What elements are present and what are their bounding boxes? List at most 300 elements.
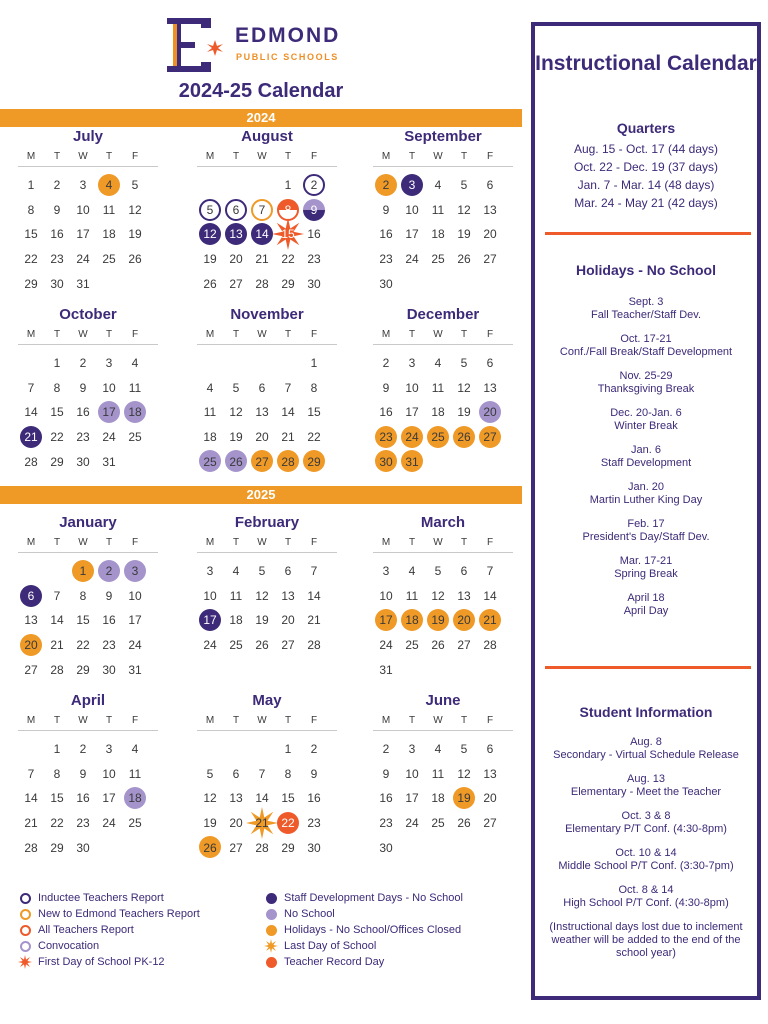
info-item xyxy=(535,592,757,618)
calendar-day xyxy=(373,559,399,584)
day-number: 8 xyxy=(53,766,61,781)
legend-item xyxy=(264,906,463,922)
day-number: 26 xyxy=(457,430,471,445)
calendar-day xyxy=(275,633,301,658)
weekday-label: M xyxy=(381,715,391,726)
holidays-list xyxy=(535,296,757,629)
day-number: 11 xyxy=(229,588,243,603)
legend-item xyxy=(264,890,463,906)
calendar-day xyxy=(197,584,223,609)
calendar-day xyxy=(96,351,122,376)
info-date: Nov. 25-29 xyxy=(619,370,673,382)
day-number: 19 xyxy=(203,252,217,267)
weekday-label: F xyxy=(131,715,139,726)
day-number: 16 xyxy=(379,227,393,242)
day-number: 18 xyxy=(431,405,445,420)
day-number: 28 xyxy=(307,638,321,653)
day-number: 13 xyxy=(255,405,269,420)
days-grid xyxy=(197,173,337,296)
calendar-day xyxy=(373,811,399,836)
day-number: 19 xyxy=(128,227,142,242)
day-number: 9 xyxy=(79,380,87,395)
day-number: 6 xyxy=(486,178,494,193)
info-desc: Secondary - Virtual Schedule Release xyxy=(553,749,739,761)
weekday-label: W xyxy=(433,329,443,340)
calendar-day xyxy=(301,559,327,584)
calendar-day xyxy=(301,762,327,787)
day-number: 4 xyxy=(131,356,139,371)
weekday-label: T xyxy=(284,715,292,726)
weekday-label: M xyxy=(205,715,215,726)
calendar-day xyxy=(44,351,70,376)
calendar-day xyxy=(223,584,249,609)
calendar-day xyxy=(425,737,451,762)
day-number: 30 xyxy=(76,454,90,469)
month-april xyxy=(18,692,158,860)
day-number: 31 xyxy=(379,662,393,677)
day-number: 3 xyxy=(206,564,214,579)
month-title: April xyxy=(70,692,106,709)
calendar-day xyxy=(301,633,327,658)
legend-item xyxy=(18,938,200,954)
quarter-range: Aug. 15 - Oct. 17 (44 days) xyxy=(573,142,719,156)
day-number: 24 xyxy=(405,430,419,445)
calendar-day xyxy=(477,633,503,658)
instructional-panel xyxy=(531,22,761,1000)
calendar-day xyxy=(44,633,70,658)
legend-right xyxy=(264,890,463,970)
weekday-label: W xyxy=(433,537,443,548)
weekday-label: M xyxy=(26,151,36,162)
calendar-day xyxy=(18,657,44,682)
day-number: 31 xyxy=(405,454,419,469)
day-number: 24 xyxy=(76,252,90,267)
day-number: 9 xyxy=(382,202,390,217)
legend-label: Convocation xyxy=(38,940,100,952)
legend-ring-orange-icon xyxy=(18,907,32,921)
weekday-label: M xyxy=(26,715,36,726)
day-number: 5 xyxy=(232,380,240,395)
calendar-day xyxy=(18,584,44,609)
day-number: 25 xyxy=(229,638,243,653)
day-number: 5 xyxy=(460,742,468,757)
calendar-day xyxy=(18,376,44,401)
day-number: 4 xyxy=(105,178,113,193)
legend-label: First Day of School PK-12 xyxy=(38,956,165,968)
day-number: 19 xyxy=(457,791,471,806)
day-number: 16 xyxy=(307,791,321,806)
calendar-day xyxy=(96,762,122,787)
calendar-day xyxy=(44,247,70,272)
day-number: 1 xyxy=(310,356,318,371)
day-number: 23 xyxy=(76,430,90,445)
calendar-day xyxy=(451,633,477,658)
info-item xyxy=(535,847,757,873)
month-title: February xyxy=(234,514,300,531)
info-item xyxy=(535,810,757,836)
day-number: 11 xyxy=(431,202,445,217)
day-number: 3 xyxy=(131,564,139,579)
calendar-day xyxy=(70,737,96,762)
day-number: 14 xyxy=(255,227,269,242)
calendar-day xyxy=(451,247,477,272)
weekday-label: M xyxy=(381,151,391,162)
calendar-day xyxy=(44,449,70,474)
calendar-day xyxy=(425,247,451,272)
calendar-day xyxy=(96,584,122,609)
day-number: 18 xyxy=(229,613,243,628)
weekday-label: T xyxy=(232,151,240,162)
day-number: 17 xyxy=(102,791,116,806)
weekday-label: T xyxy=(408,151,416,162)
calendar-day xyxy=(70,376,96,401)
day-number: 20 xyxy=(229,252,243,267)
calendar-day xyxy=(18,425,44,450)
calendar-day xyxy=(275,559,301,584)
weekday-label: F xyxy=(486,329,494,340)
day-number: 5 xyxy=(460,356,468,371)
day-number: 25 xyxy=(431,430,445,445)
calendar-day xyxy=(96,559,122,584)
calendar-day xyxy=(18,608,44,633)
day-number: 7 xyxy=(258,766,266,781)
calendar-day xyxy=(399,737,425,762)
weekday-label: T xyxy=(232,329,240,340)
day-number: 6 xyxy=(258,380,266,395)
day-number: 7 xyxy=(486,564,494,579)
day-number: 15 xyxy=(76,613,90,628)
empty-cell xyxy=(223,351,249,376)
calendar-day xyxy=(249,811,275,836)
weekday-label: F xyxy=(310,715,318,726)
info-desc: Thanksgiving Break xyxy=(597,383,695,395)
calendar-day xyxy=(122,737,148,762)
info-date: Dec. 20-Jan. 6 xyxy=(610,407,682,419)
legend-item xyxy=(264,938,463,954)
calendar-day xyxy=(373,584,399,609)
info-item xyxy=(535,736,757,762)
weekday-header xyxy=(373,150,513,167)
day-number: 23 xyxy=(102,638,116,653)
day-number: 25 xyxy=(431,252,445,267)
day-number: 7 xyxy=(53,588,61,603)
info-date: Jan. 20 xyxy=(627,481,665,493)
weekday-label: T xyxy=(460,329,468,340)
day-number: 15 xyxy=(50,791,64,806)
day-number: 11 xyxy=(431,766,445,781)
days-grid xyxy=(197,737,337,860)
info-item xyxy=(535,921,757,960)
month-february xyxy=(197,514,337,657)
weekday-label: F xyxy=(131,329,139,340)
day-number: 17 xyxy=(379,613,393,628)
calendar-day xyxy=(44,762,70,787)
day-number: 24 xyxy=(102,816,116,831)
day-number: 21 xyxy=(24,430,38,445)
calendar-day xyxy=(96,449,122,474)
day-number: 25 xyxy=(128,430,142,445)
day-number: 24 xyxy=(203,638,217,653)
day-number: 22 xyxy=(50,430,64,445)
calendar-day xyxy=(96,173,122,198)
weekday-header xyxy=(197,714,337,731)
calendar-day xyxy=(249,425,275,450)
month-january xyxy=(18,514,158,682)
day-number: 23 xyxy=(307,252,321,267)
calendar-day xyxy=(399,351,425,376)
calendar-day xyxy=(301,173,327,198)
calendar-day xyxy=(122,559,148,584)
calendar-day xyxy=(122,247,148,272)
calendar-day xyxy=(223,608,249,633)
calendar-day xyxy=(301,376,327,401)
calendar-day xyxy=(197,271,223,296)
legend-label: Last Day of School xyxy=(284,940,377,952)
panel-title: Instructional Calendar xyxy=(535,52,757,75)
day-number: 6 xyxy=(486,356,494,371)
day-number: 23 xyxy=(50,252,64,267)
weekday-label: F xyxy=(310,329,318,340)
day-number: 2 xyxy=(79,742,87,757)
legend-item xyxy=(18,890,200,906)
day-number: 22 xyxy=(281,252,295,267)
info-desc: Elementary - Meet the Teacher xyxy=(570,786,722,798)
weekday-label: W xyxy=(78,537,88,548)
day-number: 18 xyxy=(405,613,419,628)
calendar-day xyxy=(70,657,96,682)
day-number: 26 xyxy=(203,840,217,855)
calendar-day xyxy=(44,584,70,609)
calendar-day xyxy=(18,173,44,198)
weekday-label: M xyxy=(26,537,36,548)
days-grid xyxy=(373,559,513,682)
weekday-label: W xyxy=(433,151,443,162)
day-number: 20 xyxy=(281,613,295,628)
day-number: 17 xyxy=(405,791,419,806)
calendar-day xyxy=(275,376,301,401)
calendar-day xyxy=(96,376,122,401)
info-item xyxy=(535,481,757,507)
weekday-header xyxy=(18,536,158,553)
day-number: 17 xyxy=(76,227,90,242)
legend-lav-icon xyxy=(264,907,278,921)
day-number: 3 xyxy=(408,178,416,193)
day-number: 10 xyxy=(405,380,419,395)
day-number: 12 xyxy=(457,202,471,217)
calendar-day xyxy=(275,222,301,247)
day-number: 13 xyxy=(229,791,243,806)
calendar-day xyxy=(373,449,399,474)
calendar-day xyxy=(477,376,503,401)
day-number: 17 xyxy=(405,405,419,420)
day-number: 30 xyxy=(76,840,90,855)
calendar-day xyxy=(70,762,96,787)
weekday-header xyxy=(373,328,513,345)
calendar-day xyxy=(249,449,275,474)
legend-orange-icon xyxy=(264,923,278,937)
calendar-day xyxy=(197,835,223,860)
info-item xyxy=(535,773,757,799)
day-number: 26 xyxy=(128,252,142,267)
month-december xyxy=(373,306,513,474)
calendar-day xyxy=(399,247,425,272)
calendar-day xyxy=(425,584,451,609)
day-number: 6 xyxy=(232,202,240,217)
calendar-day xyxy=(122,657,148,682)
day-number: 12 xyxy=(203,227,217,242)
info-desc: Staff Development xyxy=(600,457,692,469)
empty-cell xyxy=(44,559,70,584)
day-number: 21 xyxy=(307,613,321,628)
calendar-day xyxy=(451,198,477,223)
day-number: 4 xyxy=(232,564,240,579)
day-number: 11 xyxy=(431,380,445,395)
day-number: 14 xyxy=(24,791,38,806)
calendar-day xyxy=(18,198,44,223)
weekday-label: W xyxy=(257,151,267,162)
info-item xyxy=(535,518,757,544)
calendar-day xyxy=(275,762,301,787)
day-number: 19 xyxy=(457,405,471,420)
day-number: 4 xyxy=(206,380,214,395)
weekday-header xyxy=(197,536,337,553)
calendar-day xyxy=(249,559,275,584)
day-number: 31 xyxy=(102,454,116,469)
day-number: 12 xyxy=(229,405,243,420)
calendar-day xyxy=(122,173,148,198)
day-number: 16 xyxy=(379,791,393,806)
day-number: 26 xyxy=(431,638,445,653)
day-number: 7 xyxy=(258,202,266,217)
calendar-day xyxy=(70,608,96,633)
calendar-day xyxy=(477,247,503,272)
month-title: September xyxy=(404,128,482,145)
day-number: 29 xyxy=(281,840,295,855)
day-number: 1 xyxy=(284,742,292,757)
calendar-day xyxy=(70,247,96,272)
month-title: December xyxy=(406,306,480,323)
calendar-day xyxy=(70,633,96,658)
logo-name: EDMOND xyxy=(235,24,341,47)
day-number: 8 xyxy=(53,380,61,395)
day-number: 11 xyxy=(102,202,116,217)
month-july xyxy=(18,128,158,296)
calendar-day xyxy=(223,762,249,787)
weekday-label: T xyxy=(460,715,468,726)
day-number: 26 xyxy=(229,454,243,469)
calendar-day xyxy=(44,400,70,425)
weekday-header xyxy=(197,150,337,167)
calendar-day xyxy=(18,449,44,474)
day-number: 15 xyxy=(307,405,321,420)
calendar-day xyxy=(373,271,399,296)
day-number: 14 xyxy=(281,405,295,420)
day-number: 20 xyxy=(229,816,243,831)
day-number: 7 xyxy=(27,766,35,781)
calendar-day xyxy=(373,633,399,658)
calendar-day xyxy=(96,400,122,425)
info-date: Oct. 10 & 14 xyxy=(615,847,677,859)
legend-label: Inductee Teachers Report xyxy=(38,892,164,904)
day-number: 28 xyxy=(483,638,497,653)
day-number: 25 xyxy=(431,816,445,831)
day-number: 5 xyxy=(206,766,214,781)
day-number: 18 xyxy=(128,405,142,420)
day-number: 4 xyxy=(408,564,416,579)
empty-cell xyxy=(249,737,275,762)
calendar-day xyxy=(223,198,249,223)
day-number: 6 xyxy=(232,766,240,781)
weekday-label: T xyxy=(284,329,292,340)
day-number: 17 xyxy=(203,613,217,628)
day-number: 28 xyxy=(50,662,64,677)
day-number: 30 xyxy=(379,840,393,855)
info-date: Mar. 17-21 xyxy=(619,555,673,567)
day-number: 23 xyxy=(76,816,90,831)
empty-cell xyxy=(18,351,44,376)
weekday-label: T xyxy=(105,151,113,162)
weekday-header xyxy=(373,536,513,553)
days-grid xyxy=(197,559,337,657)
weekday-header xyxy=(18,150,158,167)
quarter-range: Jan. 7 - Mar. 14 (48 days) xyxy=(577,178,715,192)
day-number: 31 xyxy=(128,662,142,677)
day-number: 25 xyxy=(128,816,142,831)
day-number: 3 xyxy=(408,356,416,371)
calendar-day xyxy=(122,400,148,425)
weekday-label: F xyxy=(310,537,318,548)
calendar-day xyxy=(70,449,96,474)
day-number: 9 xyxy=(382,766,390,781)
day-number: 16 xyxy=(307,227,321,242)
day-number: 30 xyxy=(379,276,393,291)
legend-star-orange-icon xyxy=(264,939,278,953)
calendar-day xyxy=(122,351,148,376)
calendar-day xyxy=(373,247,399,272)
calendar-day xyxy=(451,786,477,811)
calendar-day xyxy=(425,173,451,198)
calendar-day xyxy=(70,173,96,198)
empty-cell xyxy=(197,737,223,762)
day-number: 27 xyxy=(457,638,471,653)
day-number: 3 xyxy=(382,564,390,579)
info-desc: Middle School P/T Conf. (3:30-7pm) xyxy=(558,860,734,872)
calendar-day xyxy=(373,762,399,787)
day-number: 5 xyxy=(460,178,468,193)
day-number: 14 xyxy=(307,588,321,603)
legend-item xyxy=(264,922,463,938)
calendar-day xyxy=(399,376,425,401)
day-number: 15 xyxy=(50,405,64,420)
month-title: March xyxy=(420,514,466,531)
calendar-day xyxy=(70,400,96,425)
calendar-day xyxy=(373,173,399,198)
info-date: Feb. 17 xyxy=(627,518,665,530)
day-number: 2 xyxy=(382,356,390,371)
weekday-header xyxy=(18,714,158,731)
weekday-label: T xyxy=(408,329,416,340)
calendar-day xyxy=(425,222,451,247)
day-number: 6 xyxy=(27,588,35,603)
calendar-day xyxy=(373,198,399,223)
weekday-label: W xyxy=(433,715,443,726)
calendar-day xyxy=(275,608,301,633)
calendar-day xyxy=(223,376,249,401)
day-number: 27 xyxy=(483,252,497,267)
calendar-day xyxy=(373,400,399,425)
calendar-day xyxy=(249,376,275,401)
legend-label: Teacher Record Day xyxy=(284,956,385,968)
